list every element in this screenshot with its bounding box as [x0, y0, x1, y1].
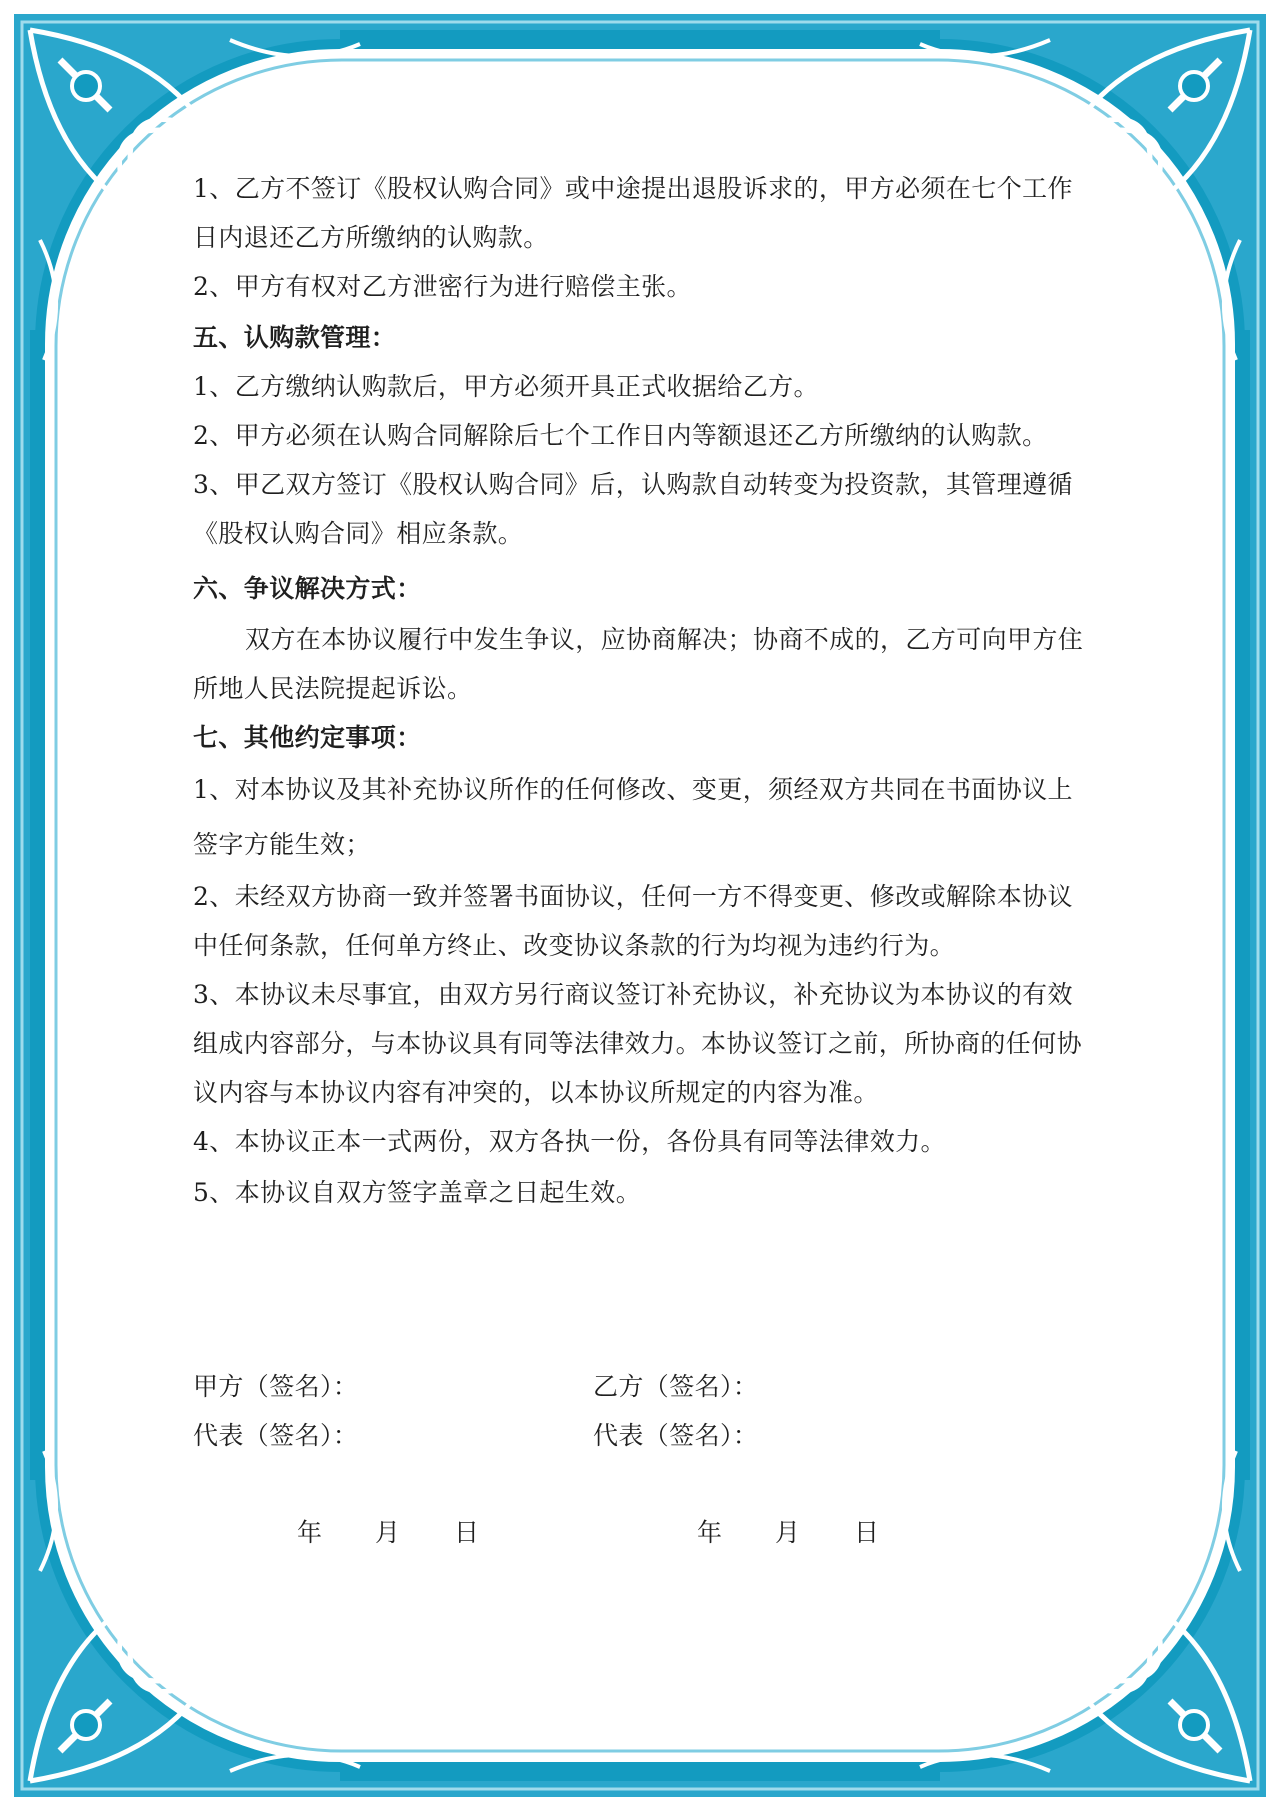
party-a-date-year: 年 [297, 1518, 323, 1547]
clause-5-item-3: 3、甲乙双方签订《股权认购合同》后，认购款自动转变为投资款，其管理遵循 《股权认购合同》相应条款。 [193, 470, 1073, 548]
clause-5-item-2: 2、甲方必须在认购合同解除后七个工作日内等额退还乙方所缴纳的认购款。 [193, 421, 1048, 450]
clause-7-item-4: 4、本协议正本一式两份，双方各执一份，各份具有同等法律效力。 [193, 1127, 946, 1156]
clause-6-body: 双方在本协议履行中发生争议，应协商解决；协商不成的，乙方可向甲方住 所地人民法院提起诉讼。 [193, 625, 1084, 703]
section-heading-5: 五、认购款管理： [193, 323, 397, 352]
clause-7-item-3: 3、本协议未尽事宜，由双方另行商议签订补充协议，补充协议为本协议的有效 组成内容部分，与本协议具有同等法律效力。本协议签订之前，所协商的任何协 议内容与本协议内容有冲突的，以本协议所规定的内容为准。 [193, 980, 1083, 1107]
document-body [193, 164, 1093, 1217]
representative-a-signature-label: 代表（签名）： [193, 1421, 359, 1450]
clause-7-item-2: 2、未经双方协商一致并签署书面协议，任何一方不得变更、修改或解除本协议 中任何条款，任何单方终止、改变协议条款的行为均视为违约行为。 [193, 882, 1073, 960]
party-b-date-month: 月 [775, 1518, 801, 1547]
party-b-signature-label: 乙方（签名）： [593, 1372, 759, 1401]
clause-5-item-1: 1、乙方缴纳认购款后，甲方必须开具正式收据给乙方。 [193, 372, 819, 401]
clause-4-item-1: 1、乙方不签订《股权认购合同》或中途提出退股诉求的，甲方必须在七个工作 日内退还乙方所缴纳的认购款。 [193, 174, 1073, 252]
section-heading-7: 七、其他约定事项： [193, 723, 422, 752]
section-heading-6: 六、争议解决方式： [193, 574, 422, 603]
party-a-date-month: 月 [375, 1518, 401, 1547]
clause-4-item-2: 2、甲方有权对乙方泄密行为进行赔偿主张。 [193, 272, 692, 301]
party-b-date-year: 年 [697, 1518, 723, 1547]
party-a-date-day: 日 [454, 1518, 480, 1547]
clause-7-item-1: 1、对本协议及其补充协议所作的任何修改、变更，须经双方共同在书面协议上 签字方能生效； [193, 775, 1073, 859]
party-b-date-day: 日 [854, 1518, 880, 1547]
signature-row-representative [193, 1411, 1013, 1460]
signature-row-party [193, 1362, 1013, 1411]
party-a-signature-label: 甲方（签名）： [193, 1372, 359, 1401]
clause-7-item-5: 5、本协议自双方签字盖章之日起生效。 [193, 1178, 642, 1207]
signature-block [193, 1362, 1013, 1460]
representative-b-signature-label: 代表（签名）： [593, 1421, 759, 1450]
